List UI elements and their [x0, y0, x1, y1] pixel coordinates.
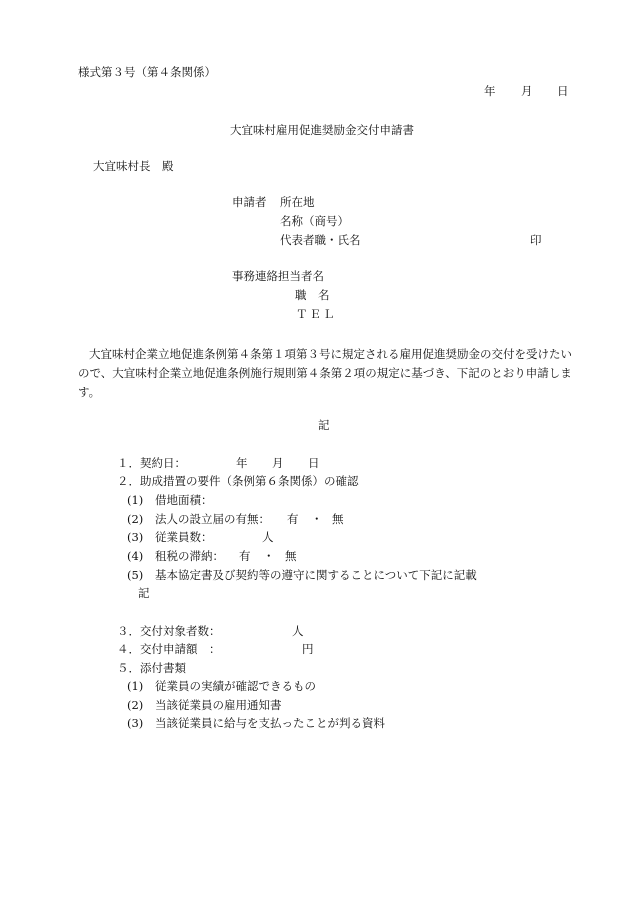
applicant-label: 申請者 — [232, 195, 267, 209]
item2-sub3-text: 従業員数： — [155, 530, 213, 544]
item5-sub2-num: (2) — [127, 698, 144, 712]
seal-mark: 印 — [530, 233, 542, 247]
item2-sub-ki: 記 — [138, 586, 150, 600]
item2-sub2-num: (2) — [127, 512, 144, 526]
item5-sub3-text: 当該従業員に給与を支払ったことが判る資料 — [155, 716, 385, 730]
applicant-representative-label: 代表者職・氏名 — [280, 233, 361, 247]
item2-sub2-text: 法人の設立届の有無： — [155, 512, 270, 526]
item4-unit: 円 — [302, 642, 314, 656]
contact-position-label: 職 名 — [295, 288, 330, 302]
item2-sub4-text: 租税の滞納： — [155, 549, 224, 563]
date-month: 月 — [521, 84, 533, 98]
applicant-name-label: 名称（商号） — [280, 214, 349, 228]
item2-sub2-opt1: 有 — [287, 512, 299, 526]
item2-sub1-num: (1) — [127, 493, 144, 507]
form-number: 様式第３号（第４条関係） — [78, 65, 216, 79]
item1-month: 月 — [272, 456, 284, 470]
item2-sub4-dot: ・ — [263, 549, 275, 563]
addressee: 大宜味村長 殿 — [93, 159, 174, 173]
item2-sub3-num: (3) — [127, 530, 144, 544]
item3-label: ３．交付対象者数： — [117, 624, 221, 638]
item2-sub3-unit: 人 — [262, 530, 274, 544]
ki-heading: 記 — [318, 418, 330, 432]
item2-sub4-num: (4) — [127, 549, 144, 563]
item5-sub3-num: (3) — [127, 716, 144, 730]
item2-label: ２．助成措置の要件（条例第６条関係）の確認 — [117, 474, 359, 488]
contact-person-label: 事務連絡担当者名 — [232, 269, 324, 283]
item5-sub1-text: 従業員の実績が確認できるもの — [155, 679, 316, 693]
item2-sub2-dot: ・ — [311, 512, 323, 526]
item5-label: ５．添付書類 — [117, 661, 186, 675]
item2-sub1-text: 借地面積： — [155, 493, 213, 507]
item4-label: ４．交付申請額 ： — [117, 642, 221, 656]
item5-sub2-text: 当該従業員の雇用通知書 — [155, 698, 282, 712]
item2-sub4-opt2: 無 — [285, 549, 297, 563]
document-title: 大宜味村雇用促進奨励金交付申請書 — [230, 123, 414, 137]
applicant-address-label: 所在地 — [280, 195, 315, 209]
item1-year: 年 — [236, 456, 248, 470]
item2-sub2-opt2: 無 — [332, 512, 344, 526]
item2-sub5-text: 基本協定書及び契約等の遵守に関することについて下記に記載 — [155, 568, 477, 582]
item5-sub1-num: (1) — [127, 679, 144, 693]
body-paragraph: 大宜味村企業立地促進条例第４条第１項第３号に規定される雇用促進奨励金の交付を受けたいので、大宜味村企業立地促進条例施行規則第４条第２項の規定に基づき、下記のとおり申請します。 — [78, 347, 572, 399]
item3-unit: 人 — [292, 624, 304, 638]
date-year: 年 — [484, 84, 496, 98]
item1-day: 日 — [308, 456, 320, 470]
contact-tel-label: ＴＥＬ — [296, 307, 337, 321]
item2-sub4-opt1: 有 — [239, 549, 251, 563]
item2-sub5-num: (5) — [127, 568, 144, 582]
date-day: 日 — [557, 84, 569, 98]
item1-label: １．契約日： — [117, 456, 186, 470]
